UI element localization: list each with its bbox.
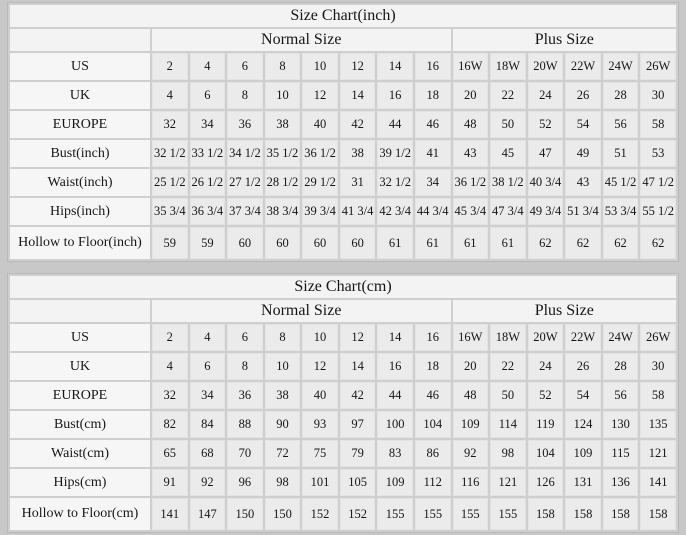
table-cell: 88	[227, 411, 263, 438]
table-cell: 10	[265, 353, 301, 380]
table-row	[10, 411, 676, 438]
row-label: Hollow to Floor(cm)	[10, 498, 150, 530]
table-cell: 42	[340, 111, 376, 138]
table-row	[10, 227, 676, 259]
table-cell: 32 1/2	[377, 169, 413, 196]
table-cell: 49 3/4	[528, 198, 564, 225]
table-cell: 62	[603, 227, 639, 259]
table-row	[10, 440, 676, 467]
row-label: EUROPE	[10, 111, 150, 138]
table-cell: 39 3/4	[302, 198, 338, 225]
table-cell: 8	[227, 353, 263, 380]
table-cell: 28 1/2	[265, 169, 301, 196]
table-cell: 104	[415, 411, 451, 438]
row-label: Hollow to Floor(inch)	[10, 227, 150, 259]
table-row	[10, 353, 676, 380]
table-row	[10, 324, 676, 351]
table-cell: 58	[640, 382, 676, 409]
table-cell: 115	[603, 440, 639, 467]
table-cell: 126	[528, 469, 564, 496]
table-cell: 14	[340, 82, 376, 109]
table-cell: 52	[528, 111, 564, 138]
table-cell: 96	[227, 469, 263, 496]
row-label: Bust(inch)	[10, 140, 150, 167]
table-cell: 152	[302, 498, 338, 530]
table-cell: 24	[528, 82, 564, 109]
table-cell: 53	[640, 140, 676, 167]
table-cell: 150	[227, 498, 263, 530]
table-cell: 38	[265, 111, 301, 138]
table-cell: 36 3/4	[190, 198, 226, 225]
table-cell: 24W	[603, 53, 639, 80]
table-cell: 51	[603, 140, 639, 167]
row-label: UK	[10, 353, 150, 380]
column-group-row	[10, 300, 676, 322]
table-cell: 158	[603, 498, 639, 530]
table-cell: 147	[190, 498, 226, 530]
table-cell: 14	[377, 53, 413, 80]
table-cell: 56	[603, 111, 639, 138]
table-cell: 92	[190, 469, 226, 496]
table-cell: 29 1/2	[302, 169, 338, 196]
table-cell: 51 3/4	[565, 198, 601, 225]
table-cell: 44	[377, 111, 413, 138]
table-cell: 36	[227, 382, 263, 409]
table-cell: 28	[603, 82, 639, 109]
table-cell: 121	[640, 440, 676, 467]
row-label: Hips(cm)	[10, 469, 150, 496]
table-cell: 32 1/2	[152, 140, 188, 167]
table-cell: 4	[152, 82, 188, 109]
table-cell: 2	[152, 324, 188, 351]
table-cell: 18W	[490, 53, 526, 80]
column-group-header: Normal Size	[152, 300, 451, 322]
table-cell: 114	[490, 411, 526, 438]
table-cell: 100	[377, 411, 413, 438]
table-cell: 136	[603, 469, 639, 496]
table-cell: 112	[415, 469, 451, 496]
table-cell: 18	[415, 82, 451, 109]
table-cell: 105	[340, 469, 376, 496]
table-cell: 34	[415, 169, 451, 196]
table-cell: 16W	[453, 324, 489, 351]
table-title-row	[10, 276, 676, 298]
table-cell: 34	[190, 382, 226, 409]
table-cell: 30	[640, 82, 676, 109]
table-cell: 155	[490, 498, 526, 530]
size-chart-inch-body	[10, 5, 676, 259]
table-cell: 27 1/2	[227, 169, 263, 196]
table-cell: 44	[377, 382, 413, 409]
table-cell: 30	[640, 353, 676, 380]
table-cell: 4	[190, 53, 226, 80]
table-cell: 60	[340, 227, 376, 259]
table-cell: 16	[377, 353, 413, 380]
table-cell: 26W	[640, 324, 676, 351]
table-cell: 43	[565, 169, 601, 196]
table-cell: 47 1/2	[640, 169, 676, 196]
table-cell: 47	[528, 140, 564, 167]
table-cell: 92	[453, 440, 489, 467]
table-cell: 26	[565, 82, 601, 109]
table-cell: 16W	[453, 53, 489, 80]
table-cell: 116	[453, 469, 489, 496]
table-cell: 50	[490, 382, 526, 409]
table-cell: 26 1/2	[190, 169, 226, 196]
table-cell: 54	[565, 111, 601, 138]
table-row	[10, 82, 676, 109]
table-cell: 10	[265, 82, 301, 109]
table-cell: 119	[528, 411, 564, 438]
table-cell: 141	[640, 469, 676, 496]
table-cell: 37 3/4	[227, 198, 263, 225]
table-cell: 54	[565, 382, 601, 409]
table-cell: 61	[415, 227, 451, 259]
table-cell: 22W	[565, 324, 601, 351]
table-cell: 48	[453, 382, 489, 409]
row-label: US	[10, 324, 150, 351]
table-row	[10, 169, 676, 196]
table-cell: 60	[265, 227, 301, 259]
table-cell: 26	[565, 353, 601, 380]
table-cell: 101	[302, 469, 338, 496]
table-cell: 65	[152, 440, 188, 467]
table-cell: 4	[152, 353, 188, 380]
table-cell: 16	[415, 53, 451, 80]
table-cell: 158	[565, 498, 601, 530]
row-label: Hips(inch)	[10, 198, 150, 225]
corner-cell	[10, 29, 150, 51]
row-label: Bust(cm)	[10, 411, 150, 438]
table-cell: 14	[340, 353, 376, 380]
table-cell: 155	[453, 498, 489, 530]
table-cell: 45 1/2	[603, 169, 639, 196]
table-cell: 10	[302, 53, 338, 80]
table-cell: 86	[415, 440, 451, 467]
table-cell: 8	[227, 82, 263, 109]
table-cell: 20W	[528, 324, 564, 351]
table-cell: 109	[565, 440, 601, 467]
table-cell: 60	[302, 227, 338, 259]
table-cell: 53 3/4	[603, 198, 639, 225]
table-cell: 84	[190, 411, 226, 438]
table-cell: 83	[377, 440, 413, 467]
table-cell: 135	[640, 411, 676, 438]
table-cell: 38 3/4	[265, 198, 301, 225]
table-cell: 47 3/4	[490, 198, 526, 225]
table-cell: 6	[190, 82, 226, 109]
table-cell: 59	[190, 227, 226, 259]
table-cell: 20W	[528, 53, 564, 80]
size-chart-cm-table	[7, 273, 679, 533]
table-cell: 68	[190, 440, 226, 467]
table-row	[10, 382, 676, 409]
column-group-header: Normal Size	[152, 29, 451, 51]
row-label: UK	[10, 82, 150, 109]
table-cell: 8	[265, 324, 301, 351]
table-cell: 62	[528, 227, 564, 259]
table-cell: 22	[490, 82, 526, 109]
table-cell: 130	[603, 411, 639, 438]
table-cell: 72	[265, 440, 301, 467]
table-cell: 61	[490, 227, 526, 259]
table-cell: 12	[340, 53, 376, 80]
table-cell: 48	[453, 111, 489, 138]
table-cell: 45	[490, 140, 526, 167]
table-cell: 38	[265, 382, 301, 409]
table-cell: 155	[415, 498, 451, 530]
table-cell: 109	[377, 469, 413, 496]
table-cell: 24	[528, 353, 564, 380]
table-cell: 41	[415, 140, 451, 167]
table-cell: 22	[490, 353, 526, 380]
table-cell: 20	[453, 82, 489, 109]
table-cell: 55 1/2	[640, 198, 676, 225]
row-label: Waist(cm)	[10, 440, 150, 467]
table-row	[10, 111, 676, 138]
table-cell: 131	[565, 469, 601, 496]
table-cell: 40	[302, 382, 338, 409]
table-cell: 98	[490, 440, 526, 467]
table-cell: 45 3/4	[453, 198, 489, 225]
table-cell: 109	[453, 411, 489, 438]
table-cell: 141	[152, 498, 188, 530]
table-cell: 14	[377, 324, 413, 351]
table-cell: 24W	[603, 324, 639, 351]
column-group-header: Plus Size	[453, 300, 677, 322]
table-title: Size Chart(cm)	[10, 276, 676, 298]
table-cell: 36 1/2	[453, 169, 489, 196]
table-cell: 34 1/2	[227, 140, 263, 167]
table-cell: 36	[227, 111, 263, 138]
table-title-row	[10, 5, 676, 27]
table-row	[10, 140, 676, 167]
table-cell: 38 1/2	[490, 169, 526, 196]
table-row	[10, 498, 676, 530]
table-cell: 22W	[565, 53, 601, 80]
table-cell: 38	[340, 140, 376, 167]
table-cell: 75	[302, 440, 338, 467]
table-cell: 12	[302, 82, 338, 109]
table-cell: 158	[640, 498, 676, 530]
table-cell: 28	[603, 353, 639, 380]
table-cell: 46	[415, 111, 451, 138]
table-cell: 33 1/2	[190, 140, 226, 167]
table-cell: 6	[227, 324, 263, 351]
table-cell: 32	[152, 111, 188, 138]
table-cell: 97	[340, 411, 376, 438]
table-cell: 16	[377, 82, 413, 109]
table-cell: 2	[152, 53, 188, 80]
table-cell: 150	[265, 498, 301, 530]
table-cell: 4	[190, 324, 226, 351]
table-cell: 62	[640, 227, 676, 259]
table-cell: 6	[227, 53, 263, 80]
table-cell: 41 3/4	[340, 198, 376, 225]
table-cell: 26W	[640, 53, 676, 80]
table-cell: 18	[415, 353, 451, 380]
table-cell: 40	[302, 111, 338, 138]
table-cell: 35 1/2	[265, 140, 301, 167]
table-cell: 12	[302, 353, 338, 380]
column-group-header: Plus Size	[453, 29, 677, 51]
table-cell: 52	[528, 382, 564, 409]
table-cell: 121	[490, 469, 526, 496]
table-row	[10, 469, 676, 496]
table-row	[10, 198, 676, 225]
table-cell: 6	[190, 353, 226, 380]
table-cell: 46	[415, 382, 451, 409]
size-chart-inch-table	[7, 2, 679, 262]
table-cell: 12	[340, 324, 376, 351]
table-cell: 152	[340, 498, 376, 530]
table-cell: 49	[565, 140, 601, 167]
row-label: US	[10, 53, 150, 80]
table-cell: 40 3/4	[528, 169, 564, 196]
table-cell: 34	[190, 111, 226, 138]
table-title: Size Chart(inch)	[10, 5, 676, 27]
table-cell: 70	[227, 440, 263, 467]
row-label: EUROPE	[10, 382, 150, 409]
table-cell: 58	[640, 111, 676, 138]
table-cell: 42	[340, 382, 376, 409]
table-cell: 62	[565, 227, 601, 259]
table-cell: 43	[453, 140, 489, 167]
table-cell: 124	[565, 411, 601, 438]
table-cell: 155	[377, 498, 413, 530]
table-cell: 18W	[490, 324, 526, 351]
table-cell: 79	[340, 440, 376, 467]
table-cell: 60	[227, 227, 263, 259]
table-cell: 98	[265, 469, 301, 496]
table-cell: 90	[265, 411, 301, 438]
table-cell: 50	[490, 111, 526, 138]
table-cell: 158	[528, 498, 564, 530]
table-cell: 44 3/4	[415, 198, 451, 225]
table-cell: 8	[265, 53, 301, 80]
table-cell: 16	[415, 324, 451, 351]
table-cell: 61	[453, 227, 489, 259]
row-label: Waist(inch)	[10, 169, 150, 196]
table-cell: 61	[377, 227, 413, 259]
table-cell: 10	[302, 324, 338, 351]
corner-cell	[10, 300, 150, 322]
table-cell: 39 1/2	[377, 140, 413, 167]
table-cell: 20	[453, 353, 489, 380]
table-cell: 93	[302, 411, 338, 438]
table-cell: 104	[528, 440, 564, 467]
size-chart-cm-body	[10, 276, 676, 530]
table-cell: 91	[152, 469, 188, 496]
column-group-row	[10, 29, 676, 51]
table-cell: 32	[152, 382, 188, 409]
table-cell: 25 1/2	[152, 169, 188, 196]
table-cell: 59	[152, 227, 188, 259]
table-cell: 31	[340, 169, 376, 196]
table-cell: 35 3/4	[152, 198, 188, 225]
table-cell: 56	[603, 382, 639, 409]
table-row	[10, 53, 676, 80]
table-cell: 82	[152, 411, 188, 438]
table-cell: 42 3/4	[377, 198, 413, 225]
table-cell: 36 1/2	[302, 140, 338, 167]
